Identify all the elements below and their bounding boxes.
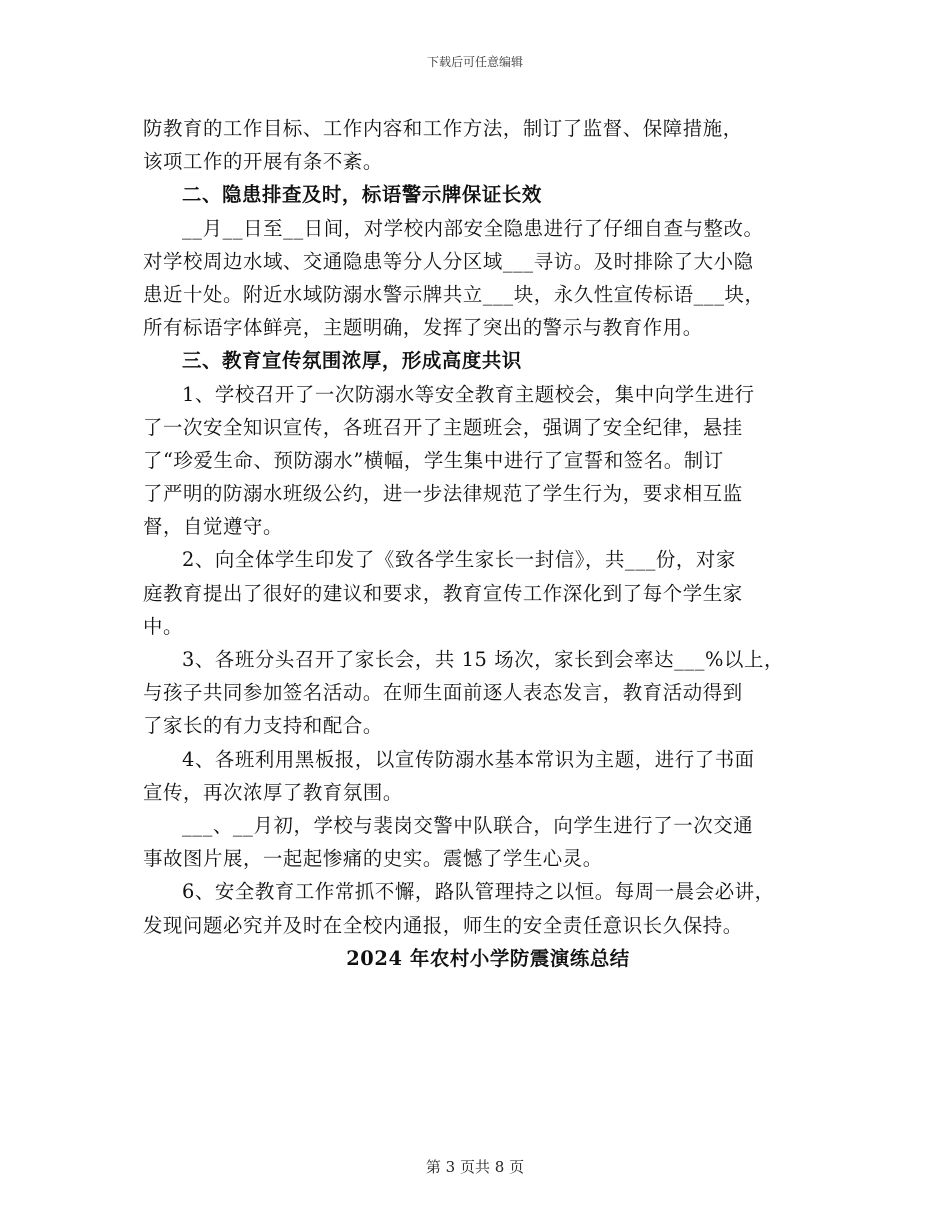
paragraph-line: 与孩子共同参加签名活动。在师生面前逐人表态发言，教育活动得到 [143,681,743,705]
page-header: 下载后可任意编辑 [426,55,523,69]
paragraph-line: 6、安全教育工作常抓不懈，路队管理持之以恒。每周一晨会必讲， [182,880,775,904]
paragraph-line: 庭教育提出了很好的建议和要求，教育宣传工作深化到了每个学生家 [143,581,743,605]
paragraph-line: 了家长的有力支持和配合。 [143,714,383,738]
paragraph-line: 所有标语字体鲜亮，主题明确，发挥了突出的警示与教育作用。 [143,316,703,340]
paragraph-line: 4、各班利用黑板报，以宣传防溺水基本常识为主题，进行了书面 [182,747,755,771]
section-heading: 三、教育宣传氛围浓厚，形成高度共识 [182,349,522,373]
paragraph-line: 了“珍爱生命、预防溺水”横幅，学生集中进行了宣誓和签名。制订 [143,448,724,472]
paragraph-line: 发现问题必究并及时在全校内通报，师生的安全责任意识长久保持。 [143,913,743,937]
paragraph-line: ___、__月初，学校与裴岗交警中队联合，向学生进行了一次交通 [182,813,754,837]
paragraph-line: 3、各班分头召开了家长会，共 15 场次，家长到会率达___%以上， [182,648,785,671]
paragraph-line: 对学校周边水域、交通隐患等分人分区域___寻访。及时排除了大小隐 [143,249,754,273]
paragraph-line: 1、学校召开了一次防溺水等安全教育主题校会，集中向学生进行 [182,382,755,406]
paragraph-line: __月__日至__日间，对学校内部安全隐患进行了仔细自查与整改。 [182,216,764,240]
paragraph-line: 了一次安全知识宣传，各班召开了主题班会，强调了安全纪律，悬挂 [143,415,743,439]
paragraph-line: 督，自觉遵守。 [143,515,283,539]
document-body [143,112,833,975]
paragraph-line: 事故图片展，一起起惨痛的史实。震憾了学生心灵。 [143,847,603,871]
paragraph-line: 患近十处。附近水域防溺水警示牌共立___块，永久性宣传标语___块， [143,282,765,306]
paragraph-line: 了严明的防溺水班级公约，进一步法律规范了学生行为，要求相互监 [143,482,743,506]
paragraph-line: 宣传，再次浓厚了教育氛围。 [143,780,403,804]
page-footer: 第 3 页共 8 页 [425,1158,525,1176]
paragraph-line: 防教育的工作目标、工作内容和工作方法，制订了监督、保障措施， [143,117,743,140]
document-title: 2024 年农村小学防震演练总结 [346,946,630,970]
section-heading: 二、隐患排查及时，标语警示牌保证长效 [182,183,542,207]
paragraph-line: 该项工作的开展有条不紊。 [143,150,383,174]
paragraph-line: 2、向全体学生印发了《致各学生家长一封信》，共___份，对家 [182,548,736,572]
paragraph-line: 中。 [143,614,183,638]
